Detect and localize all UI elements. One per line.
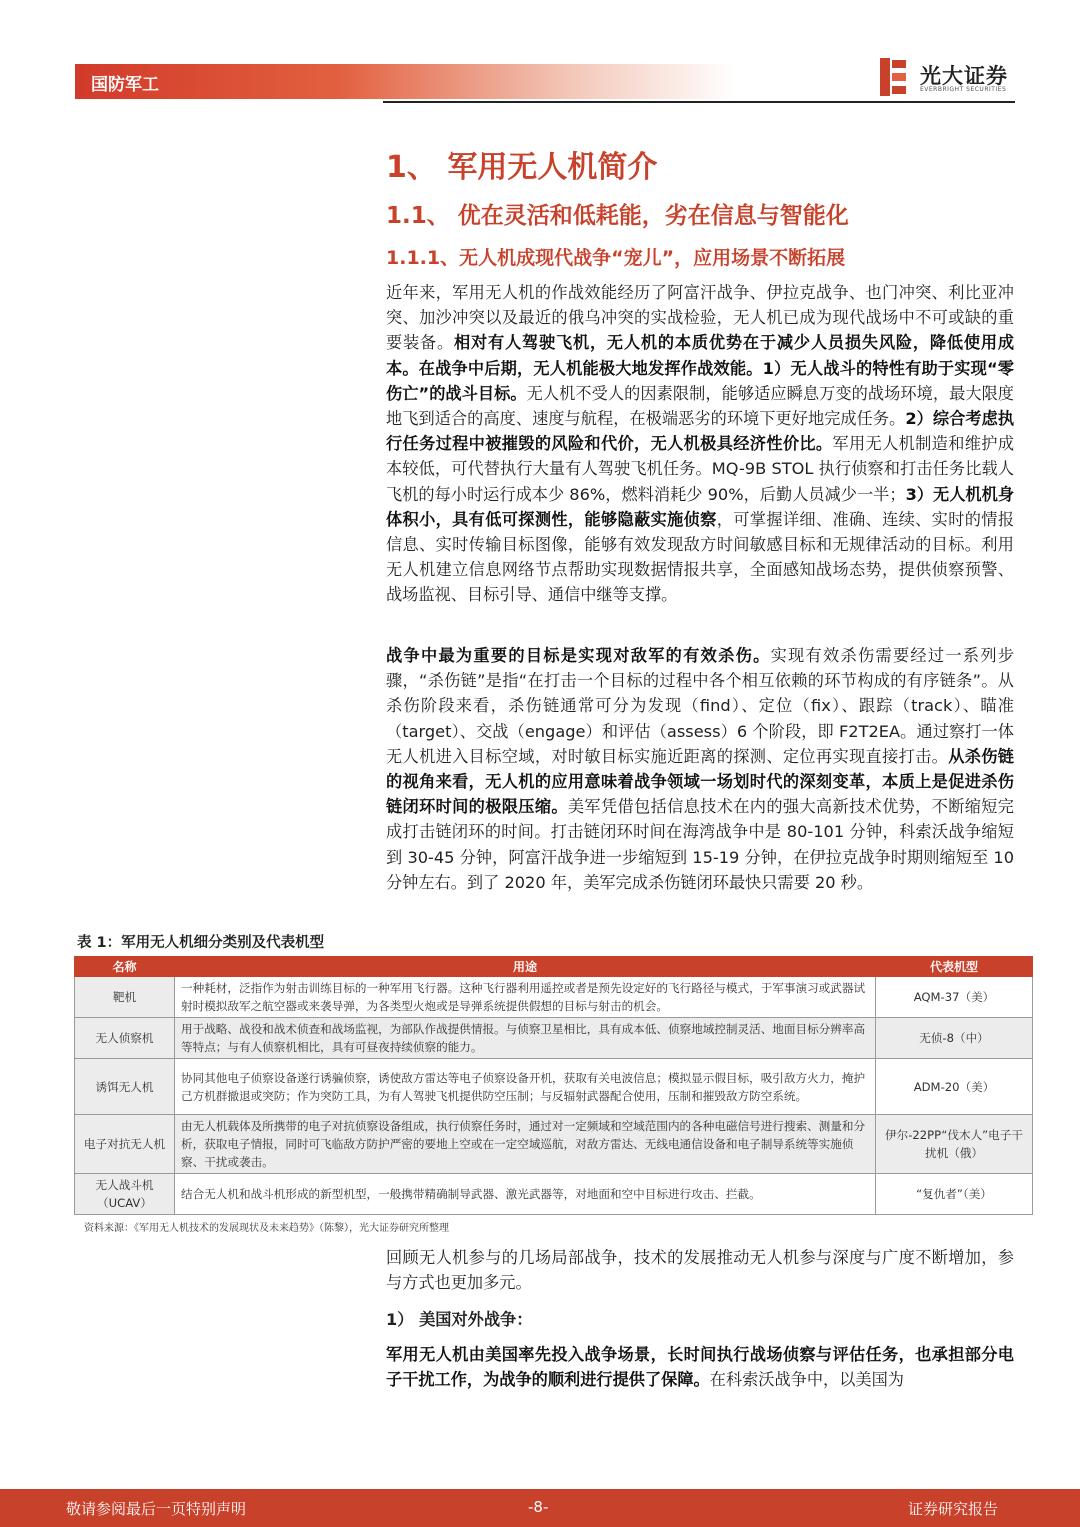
table-caption: 表 1：军用无人机细分类别及代表机型 [77,935,325,951]
heading-level-3: 1.1.1、无人机成现代战争“宠儿”，应用场景不断拓展 [386,247,846,269]
p4-bold-1: 军用无人机由美国率先投入战争场景，长时间执行战场侦察与评估任务，也承担部分电子干扰工作，为战争的顺利进行提供了保障。 [386,1345,1014,1390]
cell-use: 用于战略、战役和战术侦查和战场监视，为部队作战提供情报。与侦察卫星相比，具有成本低、侦察地域控制灵活、地面目标分辨率高等特点；与有人侦察机相比，具有可昼夜持续侦察的能力。 [175,1018,876,1059]
table-row [75,1059,1033,1115]
header-divider [383,101,1015,103]
col-header-use: 用途 [175,957,876,977]
header-section-title: 国防军工 [91,75,159,95]
p1-text-3: 军用无人机制造和维护成本较低，可代替执行大量有人驾驶飞机任务。MQ-9B STOL 执行侦察和打击任务比载人飞机的每小时运行成本少 86%，燃料消耗少 90%，后勤人员减少一半； [386,434,1015,504]
cell-use: 结合无人机和战斗机形成的新型机型，一般携带精确制导武器、激光武器等，对地面和空中目标进行攻击、拦截。 [175,1174,876,1215]
table-row [75,1018,1033,1059]
col-header-model: 代表机型 [876,957,1033,977]
cell-name: 诱饵无人机 [75,1059,175,1115]
cell-use: 协同其他电子侦察设备遂行诱骗侦察，诱使敌方雷达等电子侦察设备开机，获取有关电波信息；模拟显示假目标，吸引敌方火力，掩护己方机群撤退或突防；作为突防工具，为有人驾驶飞机提供防空压制；与反辐射武器配合使用，压制和摧毁敌方防空系统。 [175,1059,876,1115]
footer-disclaimer: 敬请参阅最后一页特别声明 [66,1500,247,1518]
p1-text-1: 近年来，军用无人机的作战效能经历了阿富汗战争、伊拉克战争、也门冲突、利比亚冲突、加沙冲突以及最近的俄乌冲突的实战检验，无人机已成为现代战场中不可或缺的重要装备。 [386,283,1014,353]
body-paragraph-4 [386,1342,1014,1392]
cell-use: 一种耗材，泛指作为射击训练目标的一种军用飞行器。这种飞行器利用遥控或者是预先设定好的飞行路径与模式，于军事演习或武器试射时模拟敌军之航空器或来袭导弹，为各类型火炮或是导弹系统提供假想的目标与射击的机会。 [175,977,876,1018]
cell-model: AQM-37（美） [876,977,1033,1018]
body-paragraph-3: 回顾无人机参与的几场局部战争，技术的发展推动无人机参与深度与广度不断增加，参与方式也更加多元。 [386,1248,1014,1293]
brand-logo [880,58,1020,98]
cell-model: 无侦-8（中） [876,1018,1033,1059]
heading-level-2: 1.1、 优在灵活和低耗能，劣在信息与智能化 [386,203,849,229]
body-paragraph-2 [386,643,1014,895]
cell-name: 电子对抗无人机 [75,1115,175,1174]
p1-bold-1: 相对有人驾驶飞机，无人机的本质优势在于减少人员损失风险，降低使用成本。在战争中后期，无人机能极大地发挥作战效能。1）无人战斗的特性有助于实现“零伤亡”的战斗目标。 [386,333,1015,403]
col-header-name: 名称 [75,957,175,977]
cell-name: 无人战斗机（UCAV） [75,1174,175,1215]
subheading-us-wars: 1） 美国对外战争： [386,1310,533,1329]
footer-band [0,1489,1080,1527]
footer-page-number: -8- [528,1498,549,1516]
footer-report-type: 证券研究报告 [908,1500,999,1518]
p2-bold-2: 从杀伤链的视角来看，无人机的应用意味着战争领域一场划时代的深刻变革，本质上是促进杀伤链闭环时间的极限压缩。 [386,746,1014,817]
p2-text-2: 美军凭借包括信息技术在内的强大高新技术优势，不断缩短完成打击链闭环的时间。打击链闭环时间在海湾战争中是 80-101 分钟，科索沃战争缩短到 30-45 分钟，阿富汗战争进一步缩短到 15-19 分钟，在伊拉克战争时期则缩短至 10 分钟左右。到了 2020 年，美军完成杀伤链闭环最快只需要 20 秒。 [386,797,1014,892]
cell-model: ADM-20（美） [876,1059,1033,1115]
p2-bold-1: 战争中最为重要的目标是实现对敌军的有效杀伤。 [386,646,771,665]
p2-text-1: 实现有效杀伤需要经过一系列步骤，“杀伤链”是指“在打击一个目标的过程中各个相互依赖的环节构成的有序链条”。从杀伤阶段来看，杀伤链通常可分为发现（find）、定位（fix）、跟踪（track）、瞄准（target）、交战（engage）和评估（assess）6 个阶段，即 F2T2EA。通过察打一体无人机进入目标空域，对时敏目标实施近距离的探测、定位再实现直接打击。 [386,646,1015,766]
uav-category-table [74,956,1033,1215]
everbright-logo-icon [880,58,906,96]
table-row [75,1174,1033,1215]
logo-text-cn: 光大证券 [920,64,1008,88]
table-header-row [75,957,1033,977]
logo-text-en: EVERBRIGHT SECURITIES [920,86,1007,93]
table-row [75,1115,1033,1174]
heading-level-1: 1、 军用无人机简介 [386,150,658,185]
cell-name: 靶机 [75,977,175,1018]
cell-model: 伊尔-22PP“伐木人”电子干扰机（俄） [876,1115,1033,1174]
cell-use: 由无人机载体及所携带的电子对抗侦察设备组成，执行侦察任务时，通过对一定频域和空域范围内的各种电磁信号进行搜索、测量和分析，获取电子情报，同时可飞临敌方防护严密的要地上空或在一定空域巡航，对敌方雷达、无线电通信设备和电子制导系统等实施侦察、干扰或袭击。 [175,1115,876,1174]
table-row [75,977,1033,1018]
p1-text-2: 无人机不受人的因素限制，能够适应瞬息万变的战场环境，最大限度地飞到适合的高度、速度与航程，在极端恶劣的环境下更好地完成任务。 [386,383,1014,429]
p1-bold-3: 3）无人机机身体积小，具有低可探测性，能够隐蔽实施侦察 [386,484,1014,529]
cell-model: “复仇者”（美） [876,1174,1033,1215]
cell-name: 无人侦察机 [75,1018,175,1059]
header-section-band [75,64,735,99]
p1-text-4: ，可掌握详细、准确、连续、实时的情报信息、实时传输目标图像，能够有效发现敌方时间敏感目标和无规律活动的目标。利用无人机建立信息网络节点帮助实现数据情报共享，全面感知战场态势，提供侦察预警、战场监视、目标引导、通信中继等支撑。 [386,509,1015,605]
body-paragraph-1 [386,280,1014,608]
table-source-note: 资料来源：《军用无人机技术的发展现状及未来趋势》（陈黎），光大证券研究所整理 [84,1223,449,1234]
p4-text-1: 在科索沃战争中，以美国为 [709,1370,904,1390]
p1-bold-2: 2）综合考虑执行任务过程中被摧毁的风险和代价，无人机极具经济性价比。 [386,409,1015,454]
